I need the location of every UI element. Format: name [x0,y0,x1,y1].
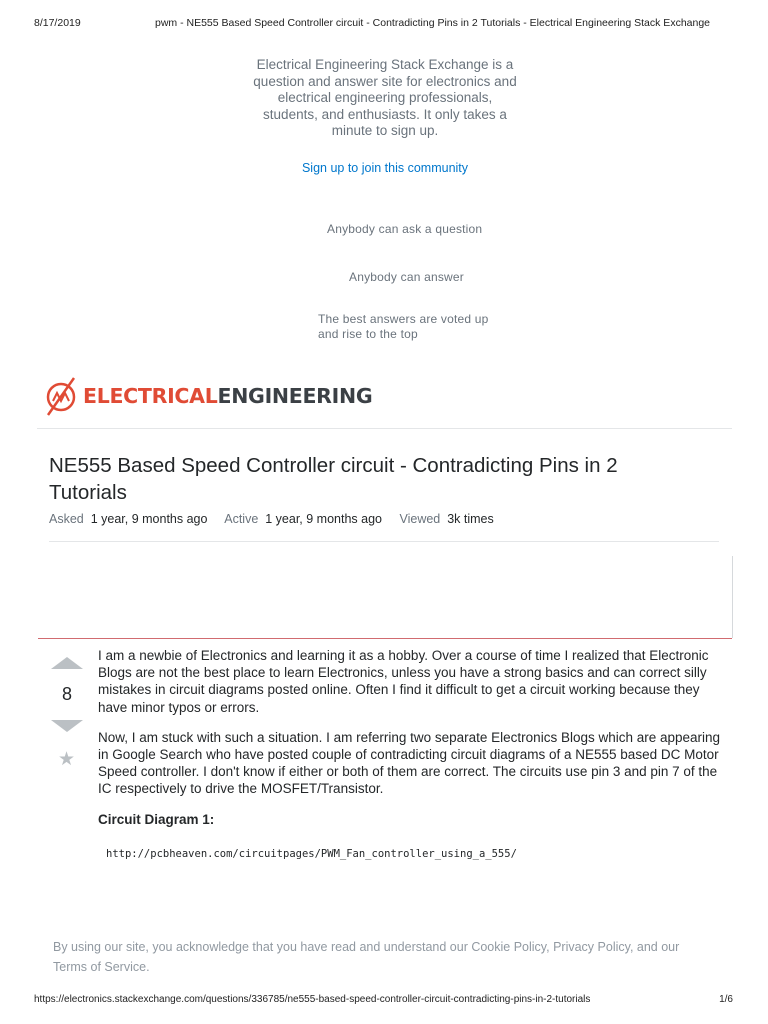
site-logo[interactable] [44,372,404,420]
signup-link[interactable]: Sign up to join this community [301,161,469,175]
question-title[interactable]: NE555 Based Speed Controller circuit - Contradicting Pins in 2 Tutorials [49,454,618,504]
viewed-value: 3k times [447,512,494,526]
feature-answer: Anybody can answer [349,270,464,284]
vote-count: 8 [61,684,72,704]
logo-word-engineering: ENGINEERING [217,384,373,408]
sidebar-edge [732,556,733,638]
site-logo-text [83,384,372,408]
meta-divider [49,541,719,542]
print-page-number: 1/6 [719,994,733,1005]
viewed-label: Viewed [399,512,441,526]
vote-down-icon[interactable] [51,720,83,732]
cookie-notice: By using our site, you acknowledge that you have read and understand our Cookie Policy, Privacy Policy, and our Terms of Service. [53,940,680,974]
vote-up-icon[interactable] [51,657,83,669]
print-page-title: pwm - NE555 Based Speed Controller circuit - Contradicting Pins in 2 Tutorials - Electrical Engineering Stack Exchange [155,17,711,29]
print-url: https://electronics.stackexchange.com/questions/336785/ne555-based-speed-controller-circuit-contradicting-pins-in-2-tutorials [34,994,591,1005]
asked-value[interactable]: 1 year, 9 months ago [90,512,208,526]
asked-label: Asked [49,512,84,526]
favorite-star-icon[interactable]: ★ [58,749,76,770]
post-body [98,647,726,863]
header-divider [37,428,732,429]
post-divider [38,638,732,639]
post-paragraph: Now, I am stuck with such a situation. I am referring two separate Electronics Blogs which are appearing in Google Search who have posted couple of contradicting circuit diagrams of a NE555 based DC Motor Speed controller. I don't know if either or both of them are correct. The circuits use pin 3 and pin 7 of the IC respectively to drive the MOSFET/Transistor. [98,729,721,797]
logo-word-electrical: ELECTRICAL [83,384,218,408]
active-value[interactable]: 1 year, 9 months ago [265,512,382,526]
site-logo-icon [44,374,80,418]
promo-text: Electrical Engineering Stack Exchange is a question and answer site for electronics and electrical engineering professionals, students, and enthusiasts. It only takes a minute to sign up. [253,57,517,138]
post-paragraph: I am a newbie of Electronics and learning it as a hobby. Over a course of time I realized that Electronic Blogs are not the best place to learn Electronics, unless you have a strong basics and can correct silly mistakes in circuit diagrams posted online. Often I find it difficult to get a circuit working because they have minor typos or errors. [98,648,709,715]
question-meta [49,512,494,526]
feature-voting: The best answers are voted up and rise to the top [318,312,489,341]
code-url: http://pcbheaven.com/circuitpages/PWM_Fan_controller_using_a_555/ [106,847,517,860]
print-date: 8/17/2019 [34,17,81,29]
feature-ask: Anybody can ask a question [327,222,483,236]
circuit-diagram-heading: Circuit Diagram 1: [98,811,215,827]
active-label: Active [224,512,259,526]
